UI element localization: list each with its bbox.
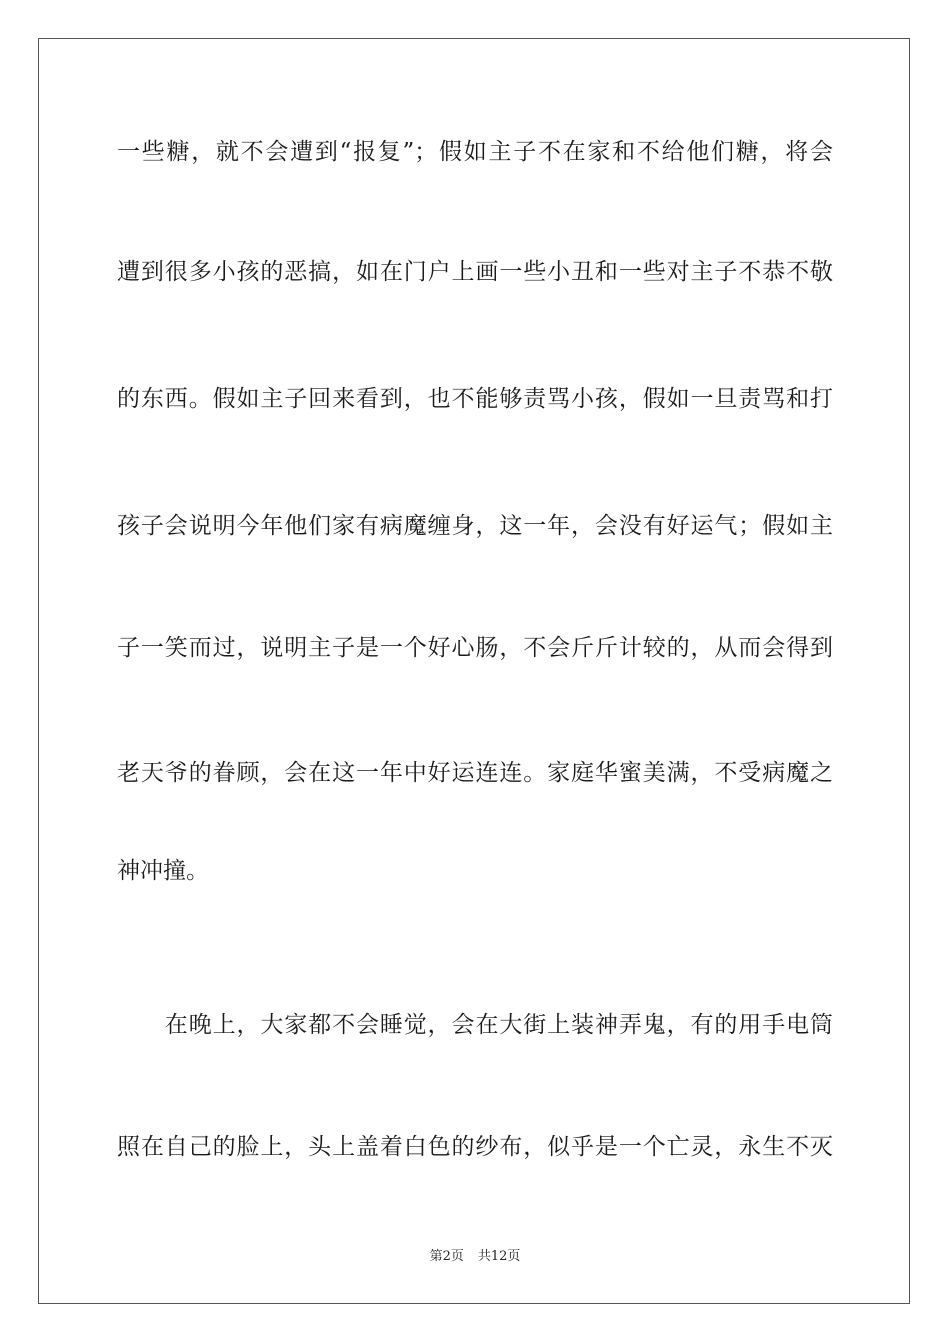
text-line: 照在自己的脸上，头上盖着白色的纱布，似乎是一个亡灵，永生不灭 (117, 1134, 833, 1160)
text-line: 一些糖，就不会遭到“报复”；假如主子不在家和不给他们糖，将会 (117, 139, 833, 165)
page-border (38, 38, 910, 1304)
text-line: 老天爷的眷顾，会在这一年中好运连连。家庭华蜜美满，不受病魔之 (117, 760, 833, 786)
text-line: 神冲撞。 (117, 858, 209, 884)
text-line: 遭到很多小孩的恶搞，如在门户上画一些小丑和一些对主子不恭不敬 (117, 259, 833, 285)
text-line: 孩子会说明今年他们家有病魔缠身，这一年，会没有好运气；假如主 (117, 513, 833, 539)
page-total: 共12页 (477, 1249, 521, 1264)
text-line: 的东西。假如主子回来看到，也不能够责骂小孩，假如一旦责骂和打 (117, 386, 833, 412)
page-number: 第2页 (429, 1249, 464, 1264)
text-line: 在晚上，大家都不会睡觉，会在大街上装神弄鬼，有的用手电筒 (117, 1012, 833, 1038)
page-footer (0, 1248, 950, 1266)
text-line: 子一笑而过，说明主子是一个好心肠，不会斤斤计较的，从而会得到 (117, 635, 833, 661)
